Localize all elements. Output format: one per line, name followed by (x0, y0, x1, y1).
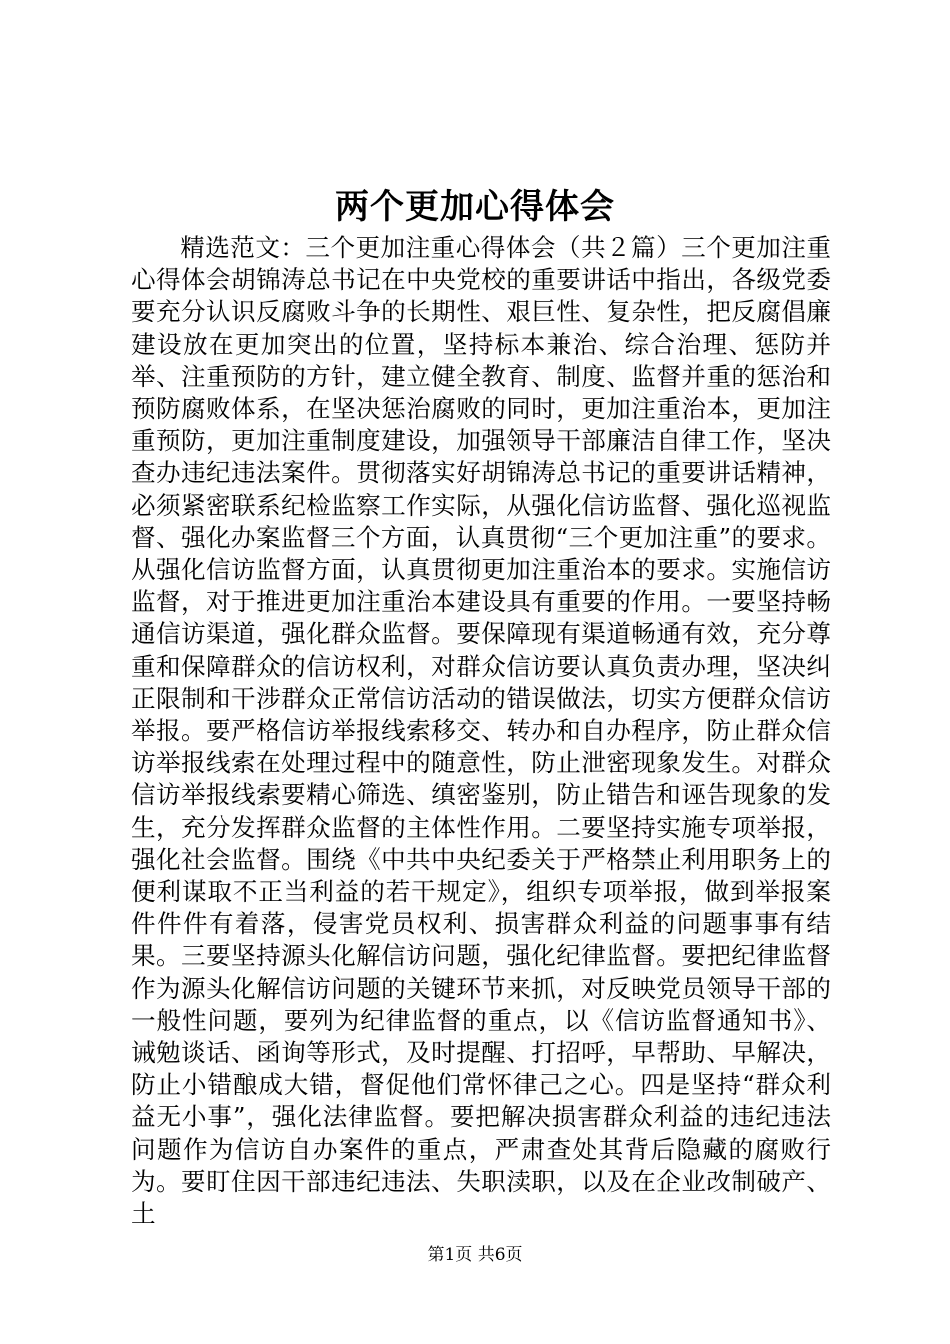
document-body-paragraph: 精选范文：三个更加注重心得体会（共２篇）三个更加注重心得体会胡锦涛总书记在中央党校的重要讲话中指出，各级党委要充分认识反腐败斗争的长期性、艰巨性、复杂性，把反腐倡廉建设放在更加突出的位置，坚持标本兼治、综合治理、惩防并举、注重预防的方针，建立健全教育、制度、监督并重的惩治和预防腐败体系，在坚决惩治腐败的同时，更加注重治本，更加注重预防，更加注重制度建设，加强领导干部廉洁自律工作，坚决查办违纪违法案件。贯彻落实好胡锦涛总书记的重要讲话精神，必须紧密联系纪检监察工作实际，从强化信访监督、强化巡视监督、强化办案监督三个方面，认真贯彻“三个更加注重”的要求。从强化信访监督方面，认真贯彻更加注重治本的要求。实施信访监督，对于推进更加注重治本建设具有重要的作用。一要坚持畅通信访渠道，强化群众监督。要保障现有渠道畅通有效，充分尊重和保障群众的信访权利，对群众信访要认真负责办理，坚决纠正限制和干涉群众正常信访活动的错误做法，切实方便群众信访举报。要严格信访举报线索移交、转办和自办程序，防止群众信访举报线索在处理过程中的随意性，防止泄密现象发生。对群众信访举报线索要精心筛选、缜密鉴别，防止错告和诬告现象的发生，充分发挥群众监督的主体性作用。二要坚持实施专项举报，强化社会监督。围绕《中共中央纪委关于严格禁止利用职务上的便利谋取不正当利益的若干规定》，组织专项举报，做到举报案件件件有着落，侵害党员权利、损害群众利益的问题事事有结果。三要坚持源头化解信访问题，强化纪律监督。要把纪律监督作为源头化解信访问题的关键环节来抓，对反映党员领导干部的一般性问题，要列为纪律监督的重点，以《信访监督通知书》、诫勉谈话、函询等形式，及时提醒、打招呼，早帮助、早解决，防止小错酿成大错，督促他们常怀律己之心。四是坚持“群众利益无小事”，强化法律监督。要把解决损害群众利益的违纪违法问题作为信访自办案件的重点，严肃查处其背后隐藏的腐败行为。要盯住因干部违纪违法、失职渎职，以及在企业改制破产、土 (131, 233, 831, 1229)
document-title: 两个更加心得体会 (335, 187, 615, 227)
page-number-footer: 第1页 共6页 (427, 1245, 523, 1265)
